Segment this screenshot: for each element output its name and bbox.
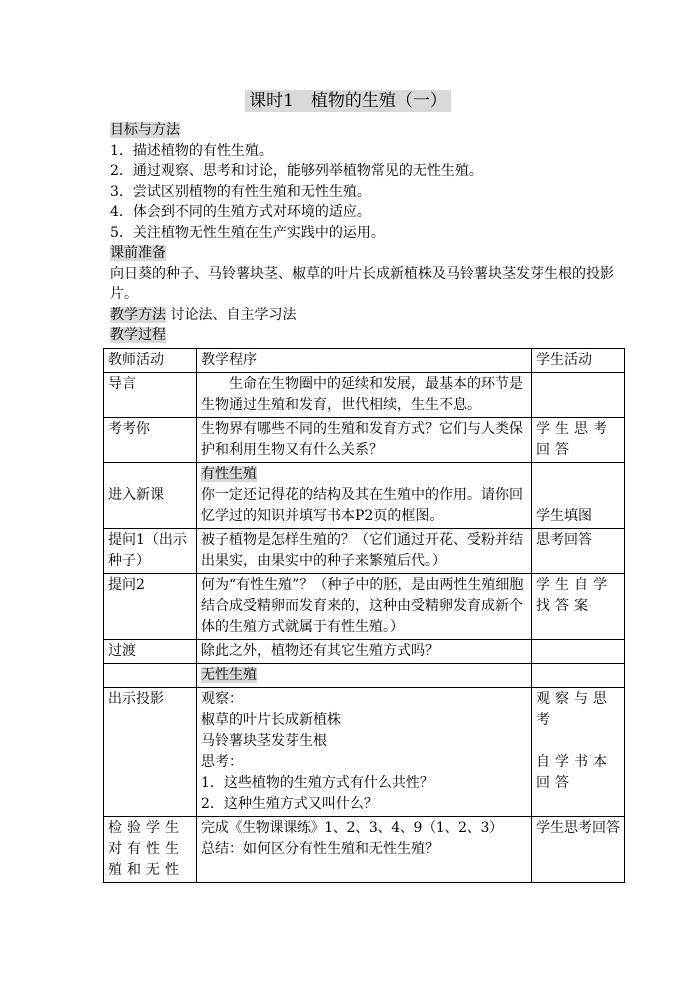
objective-item: 2．通过观察、思考和讨论，能够列举植物常见的无性生殖。 xyxy=(110,163,483,179)
student-cell xyxy=(532,664,625,688)
table-row xyxy=(104,574,625,640)
table-header-row xyxy=(104,349,625,373)
table-row xyxy=(104,664,625,688)
header-teacher: 教师活动 xyxy=(104,349,197,373)
objective-item: 4．体会到不同的生殖方式对环境的适应。 xyxy=(110,204,371,220)
teacher-cell xyxy=(104,664,197,688)
header-program: 教学程序 xyxy=(197,349,532,373)
objective-item: 5．关注植物无性生殖在生产实践中的运用。 xyxy=(110,224,385,241)
program-cell xyxy=(197,688,532,817)
table-row xyxy=(104,463,625,529)
section-label-sexual: 有性生殖 xyxy=(201,466,257,482)
preparation-text: 向日葵的种子、马铃薯块茎、椒草的叶片长成新植株及马铃薯块茎发芽生根的投影片。 xyxy=(110,265,614,302)
method-text: 讨论法、自主学习法 xyxy=(170,306,297,323)
student-cell xyxy=(532,373,625,418)
method-heading: 教学方法 xyxy=(110,306,166,323)
student-cell: 学生填图 xyxy=(532,463,625,529)
header-student: 学生活动 xyxy=(532,349,625,373)
lesson-title: 课时1 植物的生殖（一） xyxy=(245,90,451,112)
program-line: 2．这种生殖方式又叫什么？ xyxy=(201,796,378,812)
program-line: 1．这些植物的生殖方式有什么共性？ xyxy=(201,775,434,791)
program-line: 总结：如何区分有性生殖和无性生殖？ xyxy=(201,841,439,857)
program-cell: 生命在生物圈中的延续和发展，最基本的环节是生物通过生殖和发育，世代相续，生生不息。 xyxy=(197,373,532,418)
teacher-cell: 考考你 xyxy=(104,418,197,463)
objective-item: 3．尝试区别植物的有性生殖和无性生殖。 xyxy=(110,183,371,200)
program-cell: 除此之外，植物还有其它生殖方式吗？ xyxy=(197,640,532,664)
program-line: 完成《生物课课练》1、2、3、4、9（1、2、3） xyxy=(201,820,503,836)
program-cell: 被子植物是怎样生殖的？（它们通过开花、受粉并结出果实，由果实中的种子来繁殖后代。） xyxy=(197,529,532,574)
teaching-process-table xyxy=(103,348,625,883)
program-cell: 何为“有性生殖”？（种子中的胚，是由两性生殖细胞结合成受精卵而发育来的，这种由受精卵发育成新个体的生殖方式就属于有性生殖。） xyxy=(197,574,532,640)
process-heading: 教学过程 xyxy=(110,327,166,343)
program-text: 你一定还记得花的结构及其在生殖中的作用。请你回忆学过的知识并填写书本P2页的框图。 xyxy=(201,487,523,524)
teacher-cell: 过渡 xyxy=(104,640,197,664)
lesson-header-section xyxy=(110,120,630,346)
student-cell: 学生自学找答案 xyxy=(532,574,625,640)
program-cell: 生物界有哪些不同的生殖和发育方式？它们与人类保护和利用生物又有什么关系？ xyxy=(197,418,532,463)
objective-item: 1．描述植物的有性生殖。 xyxy=(110,142,273,159)
teacher-cell: 出示投影 xyxy=(104,688,197,817)
student-cell: 学生思考回答 xyxy=(532,817,625,883)
program-line: 马铃薯块茎发芽生根 xyxy=(201,733,327,749)
table-row xyxy=(104,529,625,574)
preparation-heading: 课前准备 xyxy=(110,245,166,261)
teacher-cell: 导言 xyxy=(104,373,197,418)
objectives-heading: 目标与方法 xyxy=(110,122,180,138)
program-line: 思考： xyxy=(201,754,243,770)
table-row xyxy=(104,817,625,883)
table-row xyxy=(104,640,625,664)
student-cell: 思考回答 xyxy=(532,529,625,574)
program-cell xyxy=(197,463,532,529)
table-row xyxy=(104,373,625,418)
teacher-cell: 提问2 xyxy=(104,574,197,640)
program-cell xyxy=(197,664,532,688)
student-cell: 学生思考回答 xyxy=(532,418,625,463)
student-cell xyxy=(532,640,625,664)
student-activity-top: 观察与思考 xyxy=(536,691,612,728)
teacher-cell: 检验学生对有性生殖和无性 xyxy=(104,817,197,883)
program-line: 观察： xyxy=(201,691,243,707)
program-line: 椒草的叶片长成新植株 xyxy=(201,712,341,728)
program-cell xyxy=(197,817,532,883)
table-row xyxy=(104,418,625,463)
teacher-cell: 提问1（出示种子） xyxy=(104,529,197,574)
teacher-cell: 进入新课 xyxy=(104,463,197,529)
table-row xyxy=(104,688,625,817)
student-activity-bottom: 自学书本回答 xyxy=(536,754,612,791)
section-label-asexual: 无性生殖 xyxy=(201,667,257,683)
student-cell xyxy=(532,688,625,817)
